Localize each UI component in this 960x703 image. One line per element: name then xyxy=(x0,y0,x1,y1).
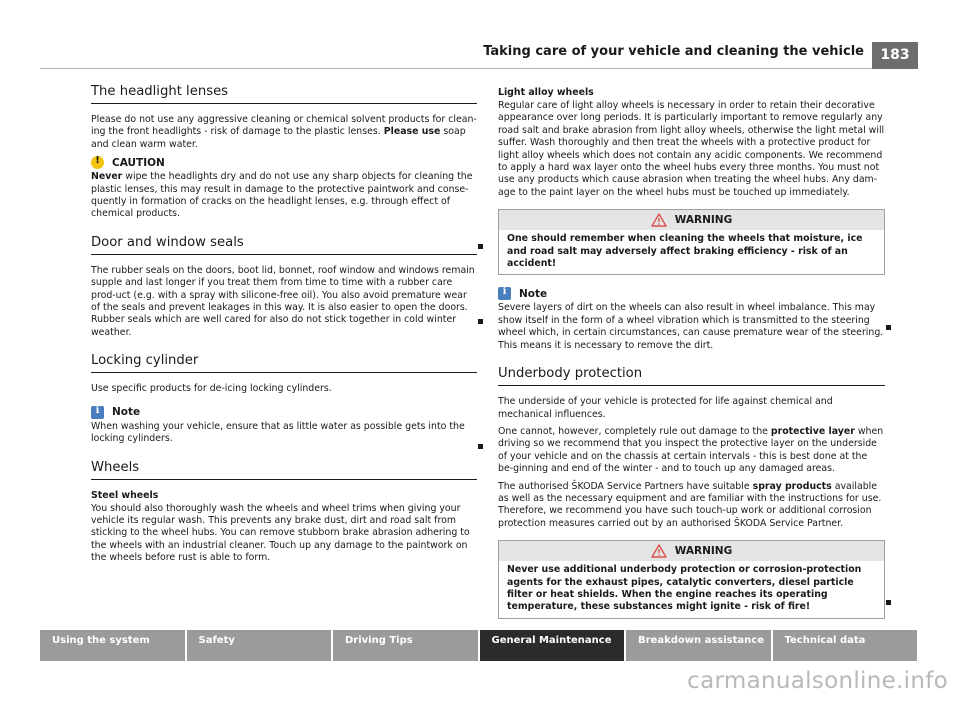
section-end-marker xyxy=(478,244,483,249)
tab-driving-tips[interactable]: Driving Tips xyxy=(333,630,480,661)
section-wheels xyxy=(91,460,477,565)
underbody-p1: The underside of your vehicle is protected for life against chemical and mechanical influences. xyxy=(498,396,833,420)
note-heading xyxy=(498,287,885,300)
section-underbody-protection xyxy=(498,366,885,619)
tab-breakdown-assistance[interactable]: Breakdown assistance xyxy=(626,630,773,661)
section-door-window-seals xyxy=(91,235,477,339)
note-label: Note xyxy=(112,406,141,419)
tab-technical-data[interactable]: Technical data xyxy=(773,630,918,661)
note-label: Note xyxy=(519,287,548,300)
warning-triangle-icon xyxy=(651,544,667,558)
section-end-marker xyxy=(886,600,891,605)
caution-heading xyxy=(91,156,477,169)
alloy-note-text: Severe layers of dirt on the wheels can also result in wheel imbalance. This may show itself in the form of a wheel vibration which is transmitted to the steering wheel which, in certain circumstances, can cause premature wear of the steering. This means it is necessary to remove the dirt. xyxy=(498,302,884,351)
wheels-body: You should also thoroughly wash the wheels and wheel trims when giving your vehicle its regular wash. This prevents any brake dust, dirt and road salt from sticking to the wheel hubs. You can remove stubborn brake abrasion adhering to the wheels with an industrial cleaner. Touch up any damage to the paintwork on the wheels before rust is able to form. xyxy=(91,502,470,564)
section-light-alloy-wheels xyxy=(498,87,885,352)
section-end-marker xyxy=(478,444,483,449)
warning-text: Never use additional underbody protection or corrosion-protection agents for the exhaust pipes, catalytic converters, diesel particle filter or heat shields. When the engine reaches its operating temperature, these substances might ignite - risk of fire! xyxy=(507,564,862,613)
right-column xyxy=(498,87,885,631)
header-rule xyxy=(40,68,915,69)
section-locking-cylinder xyxy=(91,353,477,445)
section-headlight-lenses xyxy=(91,84,477,221)
section-title-seals: Door and window seals xyxy=(91,235,477,255)
tab-safety[interactable]: Safety xyxy=(187,630,334,661)
locking-body: Use specific products for de-icing locking cylinders. xyxy=(91,383,332,395)
page-number: 183 xyxy=(872,42,918,69)
warning-box-braking xyxy=(498,209,885,275)
locking-note-text: When washing your vehicle, ensure that as little water as possible gets into the locking cylinders. xyxy=(91,420,465,445)
warning-text: One should remember when cleaning the wheels that moisture, ice and road salt may adversely affect braking efficiency - risk of an accident! xyxy=(507,233,863,270)
underbody-p2: One cannot, however, completely rule out damage to the protective layer when driving so we recommend that you inspect the protective layer on the underside of your vehicle and on the chassis at certain intervals - this is best done at the be-ginning and end of the winter - and to touch up any damaged areas. xyxy=(498,425,884,475)
note-heading xyxy=(91,406,477,419)
warning-heading xyxy=(499,210,884,230)
warning-label: WARNING xyxy=(674,545,733,558)
seals-body: The rubber seals on the doors, boot lid, bonnet, roof window and windows remain supple and last longer if you treat them from time to time with a rubber care prod-uct (e.g. with a spray with silicone-free oil). You also avoid premature wear of the seals and prevent leakages in this way. It is also easier to open the doors. Rubber seals which are well cared for also do not stick together in cold winter weather. xyxy=(91,264,475,338)
section-title-wheels: Wheels xyxy=(91,460,477,480)
section-end-marker xyxy=(886,325,891,330)
caution-icon xyxy=(91,156,104,169)
warning-triangle-icon xyxy=(651,213,667,227)
section-title-headlight: The headlight lenses xyxy=(91,84,477,104)
caution-label: CAUTION xyxy=(112,156,165,169)
tab-using-the-system[interactable]: Using the system xyxy=(40,630,187,661)
note-icon xyxy=(498,287,511,300)
warning-label: WARNING xyxy=(674,214,733,227)
headlight-body: Please do not use any aggressive cleaning or chemical solvent products for clean-ing the front headlights - risk of damage to the plastic lenses. Please use soap and clean warm water. xyxy=(91,114,477,150)
note-icon xyxy=(91,406,104,419)
section-end-marker xyxy=(478,319,483,324)
warning-box-underbody xyxy=(498,540,885,619)
subtitle-light-alloy: Light alloy wheels xyxy=(498,87,594,98)
alloy-body: Regular care of light alloy wheels is necessary in order to retain their decorative appearance over long periods. It is particularly important to remove regularly any road salt and brake abrasion from light alloy wheels, otherwise the light metal will suffer. Wash thoroughly and then treat the wheels with a protective product for light alloy wheels which does not contain any acidic components. We recommend to apply a hard wax layer onto the wheel hubs every three months. You must not use any products which cause abrasion when treating the wheel hubs. Any dam-age to the paint layer on the wheel hubs must be touched up immediately. xyxy=(498,100,885,198)
left-column xyxy=(91,84,477,570)
running-title: Taking care of your vehicle and cleaning the vehicle xyxy=(483,44,864,59)
footer-chapter-tabs xyxy=(40,630,917,661)
section-title-underbody: Underbody protection xyxy=(498,366,885,386)
underbody-p3: The authorised ŠKODA Service Partners have suitable spray products available as well as the necessary equipment and are familiar with the instructions for use. Therefore, we recommend you have such touch-up work or additional corrosion protection measures carried out by an authorised ŠKODA Service Partner. xyxy=(498,480,882,529)
watermark: carmanualsonline.info xyxy=(687,668,948,694)
subtitle-steel-wheels: Steel wheels xyxy=(91,489,159,501)
warning-heading xyxy=(499,541,884,561)
caution-text: Never wipe the headlights dry and do not use any sharp objects for cleaning the plastic lenses, this may result in damage to the protective paintwork and conse-quently in formation of cracks on the headlight lenses, e.g. through effect of chemical products. xyxy=(91,171,473,220)
section-title-locking: Locking cylinder xyxy=(91,353,477,373)
tab-general-maintenance[interactable]: General Maintenance xyxy=(480,630,627,661)
